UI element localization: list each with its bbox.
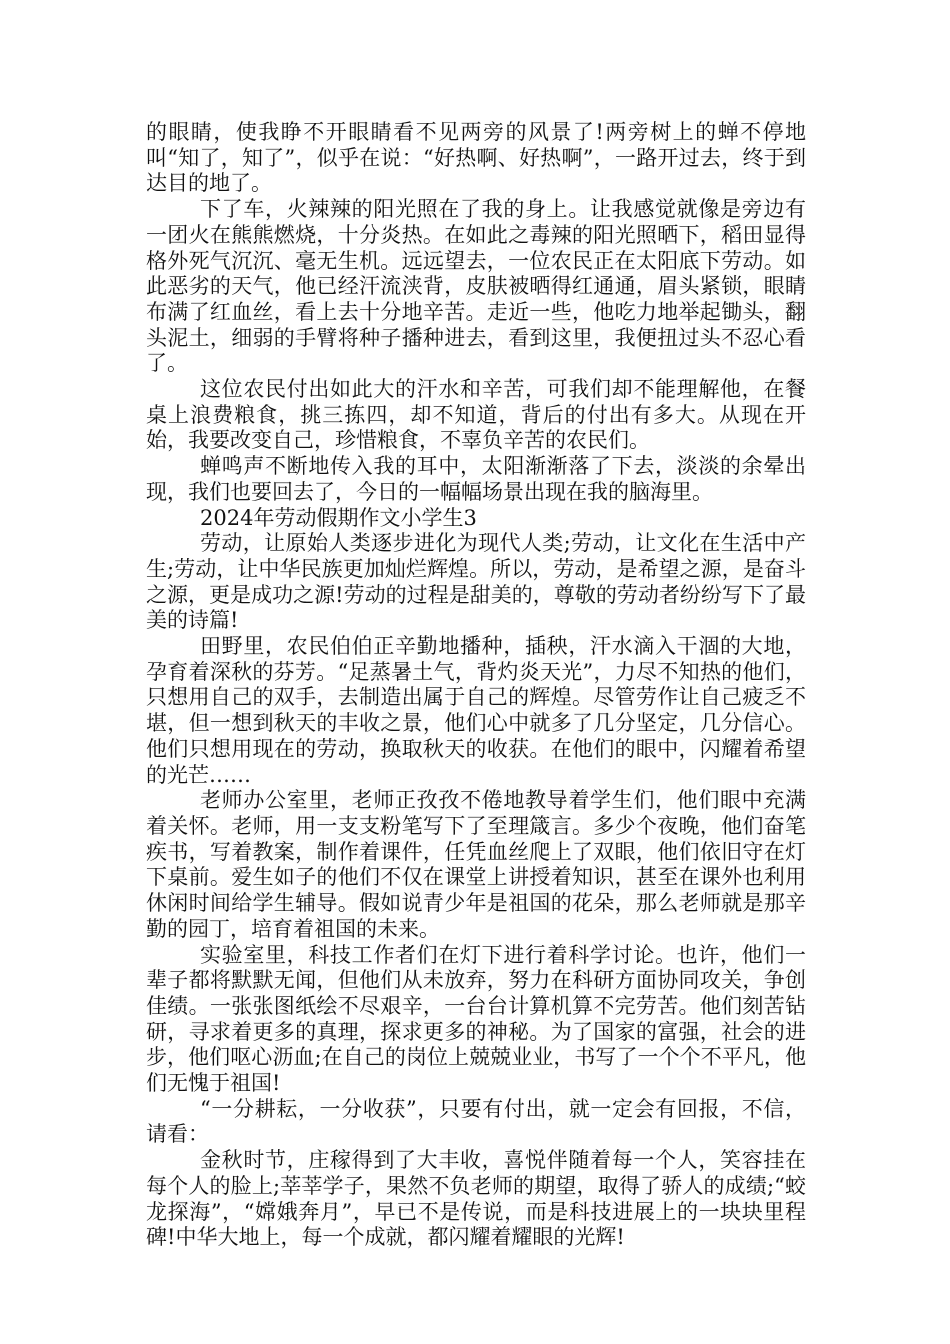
paragraph-fields: 田野里，农民伯伯正辛勤地播种，插秧，汗水滴入干涸的大地，孕育着深秋的芬芳。“足蒸暑土气，背灼炎天光”，力尽不知热的他们，只想用自己的双手，去制造出属于自己的辉煌。尽管劳作让自己疲乏不堪，但一想到秋天的丰收之景，他们心中就多了几分坚定，几分信心。他们只想用现在的劳动，换取秋天的收获。在他们的眼中，闪耀着希望的光芒…… (146, 634, 806, 787)
paragraph-laboratory: 实验室里，科技工作者们在灯下进行着科学讨论。也许，他们一辈子都将默默无闻，但他们从未放弃，努力在科研方面协同攻关，争创佳绩。一张张图纸绘不尽艰辛，一台台计算机算不完劳苦。他们刻苦钻研，寻求着更多的真理，探求更多的神秘。为了国家的富强，社会的进步，他们呕心沥血;在自己的岗位上兢兢业业，书写了一个个不平凡，他们无愧于祖国! (146, 942, 806, 1096)
paragraph-continuation: 的眼睛，使我睁不开眼睛看不见两旁的风景了!两旁树上的蝉不停地叫“知了，知了”，似乎在说：“好热啊、好热啊”，一路开过去，终于到达目的地了。 (146, 120, 806, 196)
essay-section-title: 2024年劳动假期作文小学生3 (200, 505, 477, 530)
paragraph-harvest: 金秋时节，庄稼得到了大丰收，喜悦伴随着每一个人，笑容挂在每个人的脸上;莘莘学子，果然不负老师的期望，取得了骄人的成绩;“蛟龙探海”，“嫦娥奔月”，早已不是传说，而是科技进展上的一块块里程碑!中华大地上，每一个成就，都闪耀着耀眼的光辉! (146, 1148, 806, 1250)
paragraph-proverb: “一分耕耘，一分收获”，只要有付出，就一定会有回报，不信，请看： (146, 1096, 806, 1147)
paragraph-teachers: 老师办公室里，老师正孜孜不倦地教导着学生们，他们眼中充满着关怀。老师，用一支支粉笔写下了至理箴言。多少个夜晚，他们奋笔疾书，写着教案，制作着课件，任凭血丝爬上了双眼，他们依旧守在灯下桌前。爱生如子的他们不仅在课堂上讲授着知识，甚至在课外也利用休闲时间给学生辅导。假如说青少年是祖国的花朵，那么老师就是那辛勤的园丁，培育着祖国的未来。 (146, 788, 806, 941)
paragraph-getting-off-bus: 下了车，火辣辣的阳光照在了我的身上。让我感觉就像是旁边有一团火在熊熊燃烧，十分炎热。在如此之毒辣的阳光照晒下，稻田显得格外死气沉沉、毫无生机。远远望去，一位农民正在太阳底下劳动。如此恶劣的天气，他已经汗流浃背，皮肤被晒得红通通，眉头紧锁，眼睛布满了红血丝，看上去十分地辛苦。走近一些，他吃力地举起锄头，翻头泥土，细弱的手臂将种子播种进去，看到这里，我便扭过头不忍心看了。 (146, 197, 806, 376)
paragraph-cicada-sunset: 蝉鸣声不断地传入我的耳中，太阳渐渐落了下去，淡淡的余晕出现，我们也要回去了，今日的一幅幅场景出现在我的脑海里。 (146, 454, 806, 504)
essay-body (146, 120, 806, 1251)
paragraph-labor-intro: 劳动，让原始人类逐步进化为现代人类;劳动，让文化在生活中产生;劳动，让中华民族更加灿烂辉煌。所以，劳动，是希望之源，是奋斗之源，更是成功之源!劳动的过程是甜美的，尊敬的劳动者纷纷写下了最美的诗篇! (146, 531, 806, 633)
paragraph-farmer-sweat: 这位农民付出如此大的汗水和辛苦，可我们却不能理解他，在餐桌上浪费粮食，挑三拣四，却不知道，背后的付出有多大。从现在开始，我要改变自己，珍惜粮食，不辜负辛苦的农民们。 (146, 377, 806, 453)
